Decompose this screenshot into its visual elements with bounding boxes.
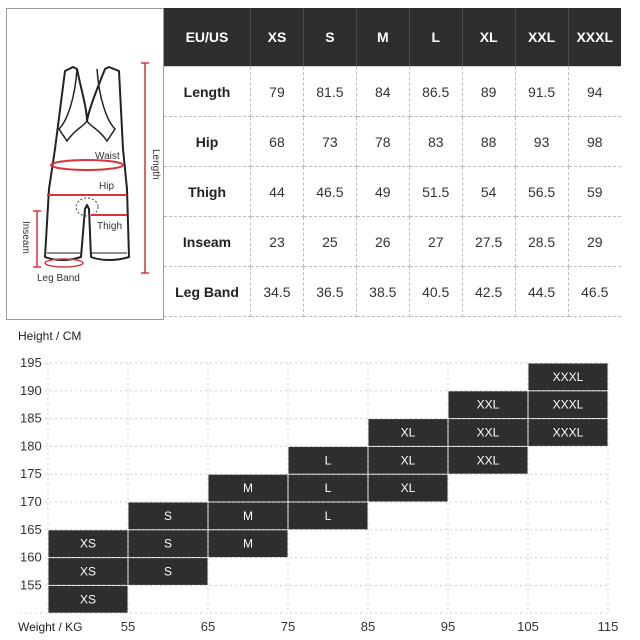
size-cell-label: M — [243, 481, 253, 496]
table-cell: 28.5 — [515, 217, 568, 267]
x-tick-label: 65 — [200, 619, 216, 635]
table-cell: 29 — [568, 217, 621, 267]
header-eu-us: EU/US — [164, 8, 251, 67]
size-table-header-row — [164, 8, 621, 67]
row-label-inseam: Inseam — [164, 217, 251, 267]
table-cell: 46.5 — [568, 267, 621, 317]
table-row-thigh — [164, 167, 621, 217]
x-tick-label: 55 — [120, 619, 136, 635]
table-cell: 78 — [356, 117, 409, 167]
row-label-thigh: Thigh — [164, 167, 251, 217]
height-weight-chart-svg — [0, 326, 640, 640]
size-cell-label: XS — [79, 536, 97, 551]
leg-band-label: Leg Band — [37, 273, 80, 284]
table-cell: 44.5 — [515, 267, 568, 317]
waist-label: Waist — [95, 151, 120, 162]
table-cell: 46.5 — [303, 167, 356, 217]
y-tick-label: 165 — [20, 521, 42, 537]
table-cell: 42.5 — [462, 267, 515, 317]
table-cell: 26 — [356, 217, 409, 267]
size-cell-label: XXXL — [552, 397, 584, 412]
x-tick-label: 75 — [280, 619, 296, 635]
size-cell-label: XL — [400, 453, 416, 468]
table-cell: 44 — [251, 167, 304, 217]
table-row-hip — [164, 117, 621, 167]
table-cell: 89 — [462, 67, 515, 117]
table-cell: 98 — [568, 117, 621, 167]
x-tick-label: 95 — [440, 619, 456, 635]
size-cell-label: S — [163, 536, 173, 551]
table-cell: 56.5 — [515, 167, 568, 217]
table-cell: 51.5 — [409, 167, 462, 217]
table-row-inseam — [164, 217, 621, 267]
y-tick-label: 160 — [20, 549, 42, 565]
x-tick-label: 105 — [517, 619, 539, 635]
table-cell: 91.5 — [515, 67, 568, 117]
table-cell: 81.5 — [303, 67, 356, 117]
x-axis-title: Weight / KG — [18, 620, 83, 635]
length-label: Length — [150, 149, 161, 180]
inseam-label: Inseam — [20, 221, 31, 254]
row-label-length: Length — [164, 67, 251, 117]
y-tick-label: 190 — [20, 382, 42, 398]
header-size-xxxl: XXXL — [568, 8, 621, 67]
table-cell: 59 — [568, 167, 621, 217]
y-tick-label: 155 — [20, 577, 42, 593]
header-size-xs: XS — [251, 8, 304, 67]
size-cell-label: XS — [79, 592, 97, 607]
table-cell: 38.5 — [356, 267, 409, 317]
row-label-leg-band: Leg Band — [164, 267, 251, 317]
y-tick-label: 185 — [20, 410, 42, 426]
y-tick-label: 175 — [20, 466, 42, 482]
size-cell-label: L — [324, 508, 332, 523]
size-cell-label: XXXL — [552, 369, 584, 384]
table-cell: 40.5 — [409, 267, 462, 317]
y-axis-title: Height / CM — [18, 329, 82, 343]
hip-label: Hip — [99, 181, 115, 192]
row-label-hip: Hip — [164, 117, 251, 167]
size-cell-label: XS — [79, 564, 97, 579]
table-cell: 84 — [356, 67, 409, 117]
table-cell: 27.5 — [462, 217, 515, 267]
bib-shorts-diagram — [7, 9, 163, 319]
table-cell: 88 — [462, 117, 515, 167]
table-row-leg-band — [164, 267, 621, 317]
table-cell: 68 — [251, 117, 304, 167]
thigh-label: Thigh — [97, 221, 123, 232]
table-cell: 25 — [303, 217, 356, 267]
y-tick-label: 195 — [20, 355, 42, 370]
table-cell: 27 — [409, 217, 462, 267]
x-tick-label: 85 — [360, 619, 376, 635]
size-cell-label: M — [243, 536, 253, 551]
size-cell-label: S — [163, 564, 173, 579]
size-cell-label: L — [324, 481, 332, 496]
header-size-m: M — [356, 8, 409, 67]
table-cell: 79 — [251, 67, 304, 117]
table-cell: 49 — [356, 167, 409, 217]
size-table — [164, 8, 621, 317]
size-cell-label: S — [163, 508, 173, 523]
table-cell: 86.5 — [409, 67, 462, 117]
table-cell: 93 — [515, 117, 568, 167]
header-size-xl: XL — [462, 8, 515, 67]
size-cell-label: L — [324, 453, 332, 468]
size-cell-label: XL — [400, 425, 416, 440]
table-cell: 94 — [568, 67, 621, 117]
size-cell-label: XXL — [476, 425, 500, 440]
y-tick-label: 180 — [20, 438, 42, 454]
size-cell-label: XL — [400, 481, 416, 496]
x-tick-label: 115 — [597, 619, 619, 635]
size-cell-label: XXL — [476, 453, 500, 468]
table-cell: 36.5 — [303, 267, 356, 317]
header-size-xxl: XXL — [515, 8, 568, 67]
table-cell: 34.5 — [251, 267, 304, 317]
size-cell-label: M — [243, 508, 253, 523]
height-weight-chart — [0, 326, 640, 640]
table-cell: 54 — [462, 167, 515, 217]
y-tick-label: 170 — [20, 494, 42, 509]
table-cell: 83 — [409, 117, 462, 167]
bib-shorts-illustration — [6, 8, 164, 320]
header-size-s: S — [303, 8, 356, 67]
size-cell-label: XXL — [476, 397, 500, 412]
table-cell: 23 — [251, 217, 304, 267]
header-size-l: L — [409, 8, 462, 67]
size-cell-label: XXXL — [552, 425, 584, 440]
table-cell: 73 — [303, 117, 356, 167]
table-row-length — [164, 67, 621, 117]
